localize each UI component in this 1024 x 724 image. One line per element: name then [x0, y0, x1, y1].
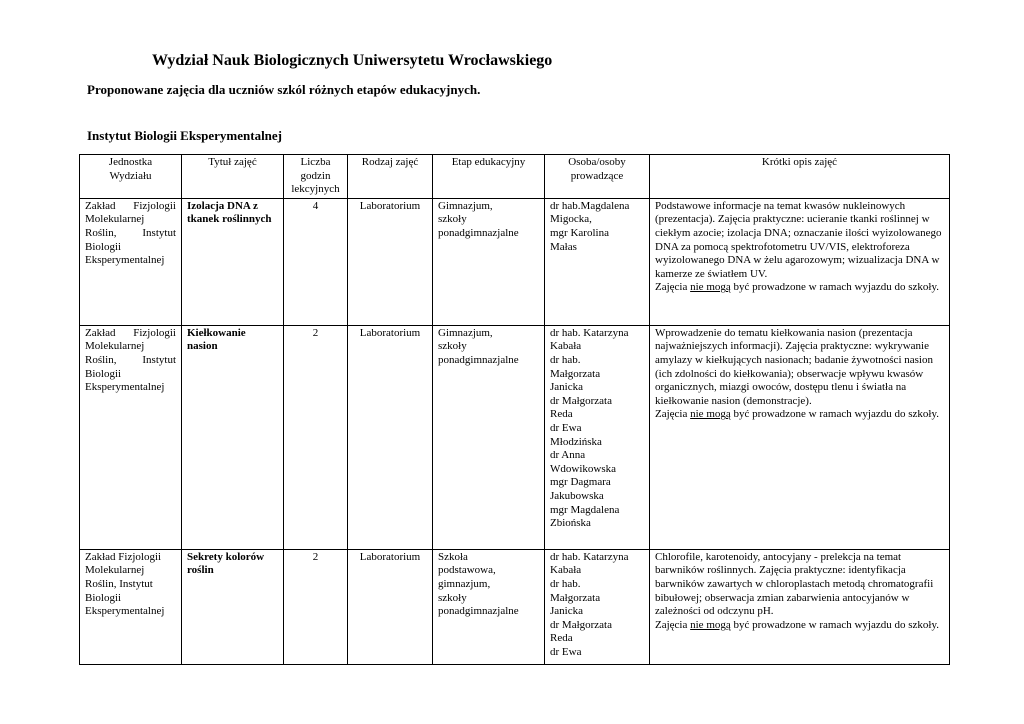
column-header-type: Rodzaj zajęć: [348, 155, 433, 199]
cell-persons: dr hab.Magdalena Migocka, mgr Karolina Małas: [545, 198, 650, 325]
note-prefix: Zajęcia: [655, 281, 691, 294]
cell-unit: Zakład Fizjologii Molekularnej Roślin, Instytut Biologii Eksperymentalnej: [80, 549, 182, 664]
cell-type: Laboratorium: [348, 325, 433, 549]
cell-title: Sekrety kolorów roślin: [182, 549, 284, 664]
column-header-unit: Jednostka Wydziału: [80, 155, 182, 199]
cell-hours: 4: [284, 198, 348, 325]
cell-unit: Zakład Fizjologii Molekularnej Roślin, Instytut Biologii Eksperymentalnej: [80, 325, 182, 549]
cell-title: Kiełkowanie nasion: [182, 325, 284, 549]
cell-type: Laboratorium: [348, 198, 433, 325]
table-header-row: [80, 155, 950, 199]
note-underlined: nie mogą: [690, 408, 731, 421]
cell-hours: 2: [284, 549, 348, 664]
page-subtitle: Proponowane zajęcia dla uczniów szkól różnych etapów edukacyjnych.: [87, 82, 481, 97]
column-header-title: Tytuł zajęć: [182, 155, 284, 199]
table-row: [80, 549, 950, 664]
page-title: Wydział Nauk Biologicznych Uniwersytetu Wrocławskiego: [152, 52, 553, 69]
column-header-hours: Liczba godzin lekcyjnych: [284, 155, 348, 199]
description-text: Podstawowe informacje na temat kwasów nukleinowych (prezentacja). Zajęcia praktyczne: ucieranie tkanki roślinnej w ciekłym azocie; izolacja DNA; oznaczanie ilości wyizolowanego DNA za pomocą spektrofotometru UV/VIS, elektroforeza wyizolowanego DNA w żelu agarozowym; wizualizacja DNA w kamerze ze światłem UV.: [655, 199, 942, 280]
note-underlined: nie mogą: [690, 281, 731, 294]
column-header-persons: Osoba/osoby prowadzące: [545, 155, 650, 199]
section-heading: Instytut Biologii Eksperymentalnej: [87, 128, 283, 143]
cell-stage: Gimnazjum, szkoły ponadgimnazjalne: [433, 325, 545, 549]
note-prefix: Zajęcia: [655, 618, 691, 631]
cell-persons: dr hab. Katarzyna Kabała dr hab. Małgorzata Janicka dr Małgorzata Reda dr Ewa: [545, 549, 650, 664]
table-row: [80, 325, 950, 549]
courses-table: [79, 154, 950, 665]
cell-description: [650, 198, 950, 325]
cell-unit: Zakład Fizjologii Molekularnej Roślin, Instytut Biologii Eksperymentalnej: [80, 198, 182, 325]
description-text: Chlorofile, karotenoidy, antocyjany - prelekcja na temat barwników roślinnych. Zajęcia praktyczne: identyfikacja barwników zawartych w chloroplastach metodą chromatografii bibułowej; obserwacja zmian zabarwienia antocyjanów w zależności od odczynu pH.: [655, 550, 934, 618]
cell-persons: dr hab. Katarzyna Kabała dr hab. Małgorzata Janicka dr Małgorzata Reda dr Ewa Młodzińska dr Anna Wdowikowska mgr Dagmara Jakubowska mgr Magdalena Zbiońska: [545, 325, 650, 549]
description-text: Wprowadzenie do tematu kiełkowania nasion (prezentacja najważniejszych informacji). Zajęcia praktyczne: wykrywanie amylazy w kiełkujących nasionach; badanie żywotności nasion (ich zdolności do kiełkowania); obserwacje wpływu kwasów organicznych, miazgi owoców, dostępu tlenu i światła na kiełkowanie nasion (demonstracje).: [655, 326, 933, 407]
note-suffix: być prowadzone w ramach wyjazdu do szkoły.: [730, 281, 939, 294]
cell-stage: Gimnazjum, szkoły ponadgimnazjalne: [433, 198, 545, 325]
column-header-stage: Etap edukacyjny: [433, 155, 545, 199]
cell-title: Izolacja DNA z tkanek roślinnych: [182, 198, 284, 325]
note-prefix: Zajęcia: [655, 408, 691, 421]
cell-type: Laboratorium: [348, 549, 433, 664]
cell-stage: Szkoła podstawowa, gimnazjum, szkoły ponadgimnazjalne: [433, 549, 545, 664]
table-row: [80, 198, 950, 325]
column-header-description: Krótki opis zajęć: [650, 155, 950, 199]
note-underlined: nie mogą: [690, 618, 731, 631]
note-suffix: być prowadzone w ramach wyjazdu do szkoły.: [730, 408, 939, 421]
note-suffix: być prowadzone w ramach wyjazdu do szkoły.: [730, 618, 939, 631]
cell-hours: 2: [284, 325, 348, 549]
cell-description: [650, 549, 950, 664]
cell-description: [650, 325, 950, 549]
